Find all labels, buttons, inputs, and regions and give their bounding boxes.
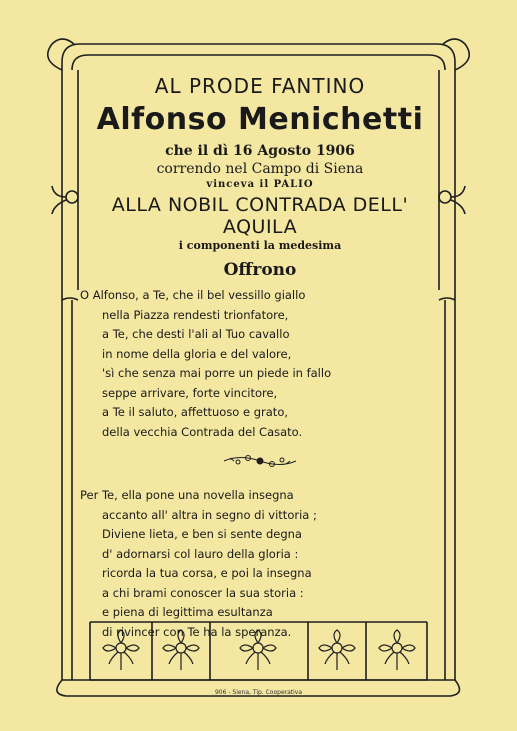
poem-line: e piena di legittima esultanza — [102, 605, 273, 619]
poem-line: a Te il saluto, affettuoso e grato, — [102, 405, 289, 419]
poem-line: 'sì che senza mai porre un piede in fallo — [102, 366, 332, 380]
poem-line: Diviene lieta, e ben si sente degna — [102, 527, 302, 541]
poem-line: a chi brami conoscer la sua storia : — [102, 585, 304, 600]
poem-line: nella Piazza rendesti trionfatore, — [102, 307, 289, 322]
heading-prode-fantino: AL PRODE FANTINO — [154, 74, 366, 98]
campo-line: correndo nel Campo di Siena — [156, 161, 364, 177]
palio-line: vinceva il PALIO — [206, 179, 314, 190]
poem-stanza-2 — [80, 486, 440, 642]
date-line: che il dì 16 Agosto 1906 — [165, 143, 355, 159]
poem-stanza-1 — [80, 286, 440, 442]
poem-line: accanto all' altra in segno di vittoria ; — [102, 507, 317, 522]
poem-line: d' adornarsi col lauro della gloria : — [102, 546, 299, 561]
dedication-text — [80, 58, 440, 642]
poem-line: ricorda la tua corsa, e poi la insegna — [102, 566, 312, 580]
componenti-line: i componenti la medesima — [178, 239, 342, 252]
poem-line: a Te, che desti l'ali al Tuo cavallo — [102, 327, 290, 341]
jockey-name: Alfonso Menichetti — [96, 102, 424, 137]
contrada-line: ALLA NOBIL CONTRADA DELL' AQUILA — [111, 194, 409, 238]
poem-line: Per Te, ella pone una novella insegna — [80, 488, 294, 502]
poem-line: seppe arrivare, forte vincitore, — [102, 385, 278, 400]
poem-line: O Alfonso, a Te, che il bel vessillo giallo — [80, 288, 306, 302]
poem-line: di rivincer con Te ha la speranza. — [102, 624, 292, 639]
poem-line: della vecchia Contrada del Casato. — [102, 424, 303, 439]
floral-divider — [220, 450, 300, 472]
poem-line: in nome della gloria e del valore, — [102, 346, 292, 361]
printer-imprint: 906 - Siena, Tip. Cooperativa — [214, 689, 303, 696]
offrono-heading: Offrono — [223, 260, 297, 280]
